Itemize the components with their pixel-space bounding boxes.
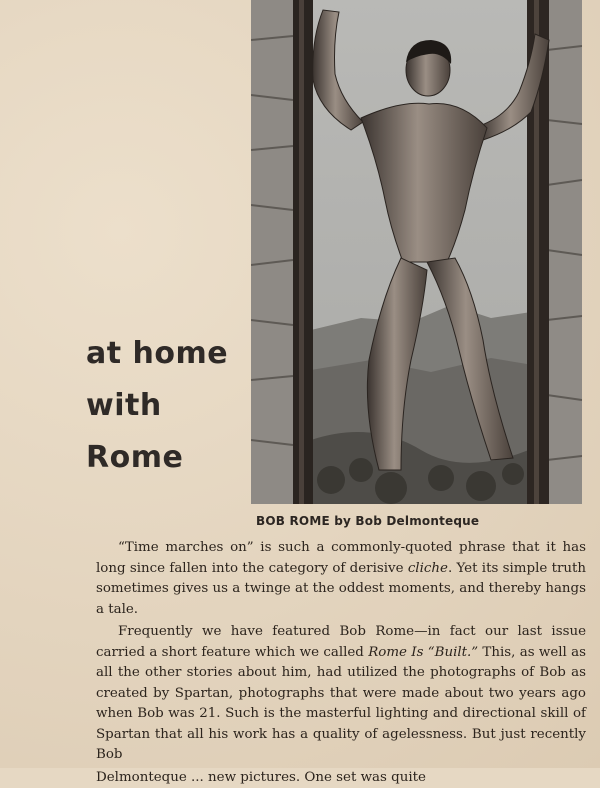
p1-text-a: “Time marches on” is such a commonly-quoted phrase that it has long since fallen into the category of derisive <box>96 540 586 576</box>
headline-line-3: Rome <box>86 432 256 484</box>
p2-text-b: This, as well as all the other stories about him, had utilized the photographs of Bob as created by Spartan, photographs that were made about two years ago when Bob was 21. Such is the masterful lighting and directional skill of Spartan that all his work has a quality of agelessness. But just recently Bob <box>96 645 586 763</box>
article-body <box>96 538 586 788</box>
p1-italic: cliche <box>408 561 448 576</box>
p2-text-a: Frequently we have featured Bob Rome—in fact our last issue carried a short feature which we called <box>96 624 586 660</box>
photo-illustration <box>251 0 582 504</box>
headline-line-2: with <box>86 380 256 432</box>
photo-caption: BOB ROME by Bob Delmonteque <box>256 514 586 528</box>
paragraph-2 <box>96 622 586 766</box>
p3-text: Delmonteque ... new pictures. One set was quite <box>96 770 426 785</box>
article-headline <box>86 328 256 484</box>
bodybuilder-photo <box>251 0 582 504</box>
headline-line-1: at home <box>86 328 256 380</box>
p1-text-b: . Yet its simple truth sometimes gives us a twinge at the oddest moments, and thereby hangs a tale. <box>96 561 586 617</box>
paragraph-3-partial <box>96 768 586 788</box>
paragraph-1 <box>96 538 586 620</box>
p2-italic: Rome Is “Built.” <box>368 645 478 660</box>
